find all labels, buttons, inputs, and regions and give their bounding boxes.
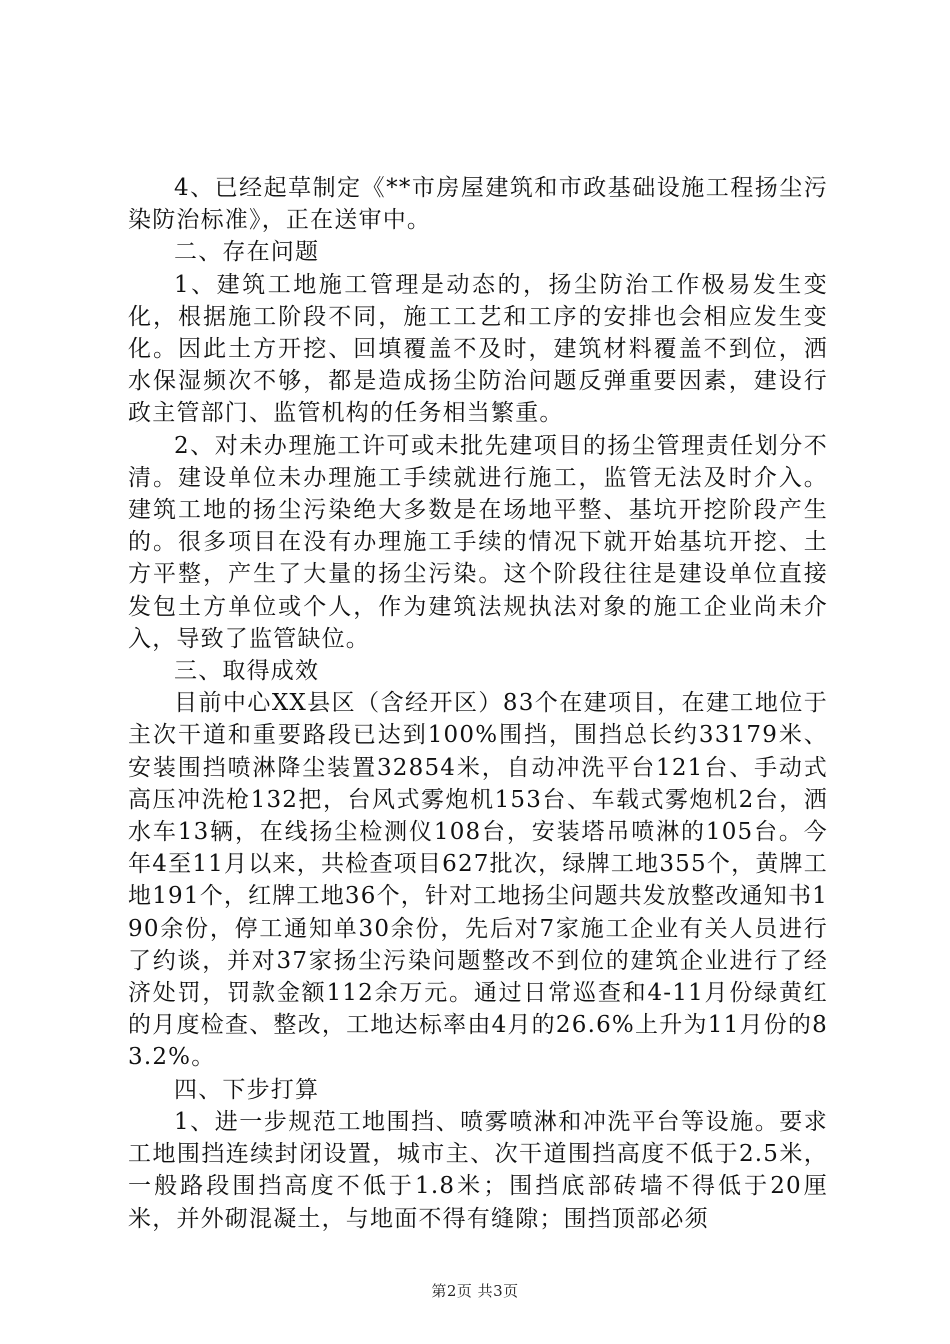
section-heading-problems: 二、存在问题 bbox=[174, 239, 320, 266]
paragraph-results: 目前中心XX县区（含经开区）83个在建项目，在建工地位于主次干道和重要路段已达到100%围挡，围挡总长约33179米、安装围挡喷淋降尘装置32854米，自动冲洗平台121台、手动式高压冲洗枪132把，台风式雾炮机153台、车载式雾炮机2台，洒水车13辆，在线扬尘检测仪108台，安装塔吊喷淋的105台。今年4至11月以来，共检查项目627批次，绿牌工地355个，黄牌工地191个，红牌工地36个，针对工地扬尘问题共发放整改通知书190余份，停工通知单30余份，先后对7家施工企业有关人员进行了约谈，并对37家扬尘污染问题整改不到位的建筑企业进行了经济处罚，罚款金额112余万元。通过日常巡查和4-11月份绿黄红的月度检查、整改，工地达标率由4月的26.6%上升为11月份的83.2%。 bbox=[128, 690, 828, 1071]
section-heading-results: 三、取得成效 bbox=[174, 658, 320, 685]
paragraph-problem-2: 2、对未办理施工许可或未批先建项目的扬尘管理责任划分不清。建设单位未办理施工手续就进行施工，监管无法及时介入。建筑工地的扬尘污染绝大多数是在场地平整、基坑开挖阶段产生的。很多项目在没有办理施工手续的情况下就开始基坑开挖、土方平整，产生了大量的扬尘污染。这个阶段往往是建设单位直接发包土方单位或个人，作为建筑法规执法对象的施工企业尚未介入，导致了监管缺位。 bbox=[128, 432, 828, 652]
section-heading-next-steps: 四、下步打算 bbox=[174, 1076, 320, 1103]
paragraph-next-step-1: 1、进一步规范工地围挡、喷雾喷淋和冲洗平台等设施。要求工地围挡连续封闭设置，城市主、次干道围挡高度不低于2.5米，一般路段围挡高度不低于1.8米；围挡底部砖墙不得低于20厘米，并外砌混凝土，与地面不得有缝隙；围挡顶部必须 bbox=[128, 1108, 828, 1232]
paragraph-item-4-draft-standard: 4、已经起草制定《**市房屋建筑和市政基础设施工程扬尘污染防治标准》，正在送审中。 bbox=[128, 175, 828, 234]
page-number-footer: 第2页 共3页 bbox=[431, 1282, 519, 1300]
document-body bbox=[128, 172, 828, 1235]
paragraph-problem-1: 1、建筑工地施工管理是动态的，扬尘防治工作极易发生变化，根据施工阶段不同，施工工艺和工序的安排也会相应发生变化。因此土方开挖、回填覆盖不及时，建筑材料覆盖不到位，洒水保湿频次不够，都是造成扬尘防治问题反弹重要因素，建设行政主管部门、监管机构的任务相当繁重。 bbox=[128, 271, 828, 427]
